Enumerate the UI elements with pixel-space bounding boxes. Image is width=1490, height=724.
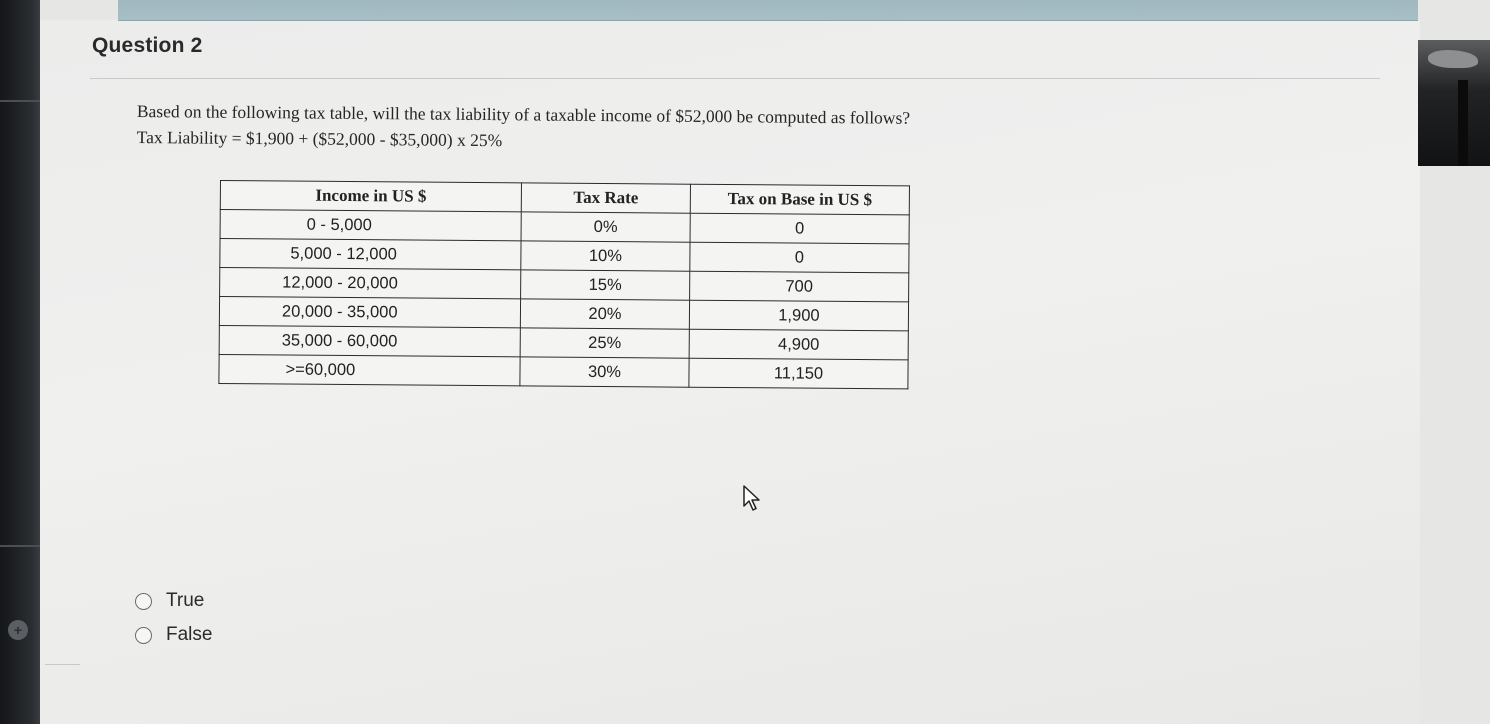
tax-table — [218, 180, 910, 389]
question-header — [90, 28, 1380, 79]
answer-label-false: False — [166, 624, 213, 645]
base-cell: 4,900 — [689, 329, 908, 360]
rate-cell: 15% — [521, 270, 690, 300]
income-cell: >=60,000 — [219, 354, 520, 385]
income-cell: 35,000 - 60,000 — [219, 325, 520, 356]
base-cell: 700 — [690, 271, 909, 302]
question-prompt — [137, 98, 1137, 159]
question-text-line: Based on the following tax table, will the tax liability of a taxable income of $52,000 be computed as follows? — [136, 100, 911, 128]
column-header-rate: Tax Rate — [521, 183, 690, 213]
divider — [45, 664, 80, 665]
screen-bezel-left — [0, 0, 40, 724]
bezel-button-icon: + — [8, 620, 28, 640]
rate-cell: 30% — [520, 357, 689, 387]
income-cell: 12,000 - 20,000 — [220, 268, 521, 299]
webcam-object — [1458, 80, 1468, 166]
column-header-base: Tax on Base in US $ — [690, 184, 909, 215]
income-cell: 5,000 - 12,000 — [220, 239, 521, 270]
column-header-income: Income in US $ — [220, 181, 521, 212]
income-cell: 0 - 5,000 — [220, 210, 521, 241]
rate-cell: 0% — [521, 212, 690, 242]
answer-label-true: True — [166, 590, 205, 611]
answer-options — [135, 584, 212, 652]
webcam-highlight — [1428, 50, 1478, 68]
base-cell: 1,900 — [689, 300, 908, 331]
bezel-mark — [0, 545, 40, 547]
table-row — [219, 354, 908, 388]
answer-option-false[interactable] — [135, 618, 212, 652]
base-cell: 0 — [690, 213, 909, 244]
question-title: Question 2 — [92, 34, 203, 57]
rate-cell: 25% — [520, 328, 689, 358]
base-cell: 0 — [690, 242, 909, 273]
base-cell: 11,150 — [689, 358, 908, 389]
income-cell: 20,000 - 35,000 — [219, 297, 520, 328]
rate-cell: 20% — [520, 299, 689, 329]
radio-button-true[interactable] — [135, 593, 152, 610]
question-formula-line: Tax Liability = $1,900 + ($52,000 - $35,000) x 25% — [136, 126, 503, 151]
radio-button-false[interactable] — [135, 627, 152, 644]
top-banner — [118, 0, 1418, 21]
rate-cell: 10% — [521, 241, 690, 271]
mouse-pointer-icon — [742, 484, 764, 512]
answer-option-true[interactable] — [135, 584, 212, 618]
webcam-overlay — [1418, 40, 1490, 166]
bezel-mark — [0, 100, 40, 102]
